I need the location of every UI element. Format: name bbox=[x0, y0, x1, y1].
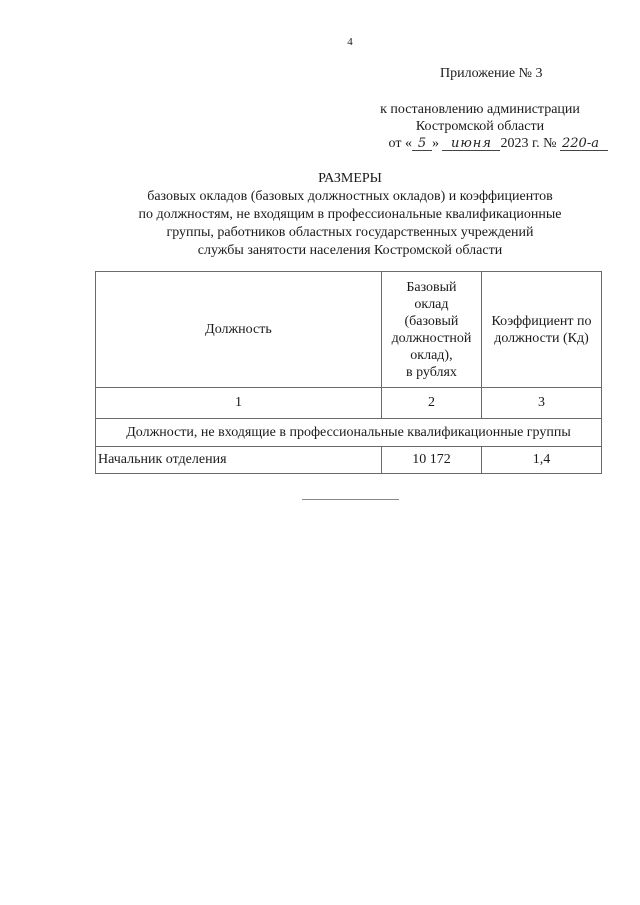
header-line: (базовый bbox=[404, 313, 459, 329]
handwritten-month: июня bbox=[442, 137, 500, 151]
title-line: группы, работников областных государственных учреждений bbox=[166, 225, 534, 240]
column-number-row bbox=[96, 388, 602, 419]
decree-date-line bbox=[350, 135, 608, 152]
header-coefficient bbox=[481, 272, 601, 388]
cell-position: Начальник отделения bbox=[96, 447, 382, 474]
group-title: Должности, не входящие в профессиональные квалификационные группы bbox=[96, 419, 602, 447]
header-line: должности (Кд) bbox=[494, 330, 589, 346]
header-base-salary bbox=[381, 272, 481, 388]
date-prefix: от « bbox=[388, 136, 412, 151]
header-line: Коэффициент по bbox=[491, 313, 592, 329]
group-title-row bbox=[96, 419, 602, 447]
header-line: в рублях bbox=[405, 364, 457, 380]
header-line: Базовый bbox=[406, 279, 457, 295]
column-number: 3 bbox=[481, 388, 601, 419]
handwritten-decree-number: 220-а bbox=[560, 137, 608, 151]
column-number: 2 bbox=[381, 388, 481, 419]
header-line: оклад bbox=[414, 296, 449, 312]
header-line: оклад), bbox=[410, 347, 453, 363]
title-line: базовых окладов (базовых должностных окладов) и коэффициентов bbox=[147, 189, 553, 204]
table-row bbox=[96, 447, 602, 474]
cell-coefficient: 1,4 bbox=[481, 447, 601, 474]
day-suffix: » bbox=[431, 136, 439, 151]
end-divider bbox=[302, 499, 399, 500]
column-number: 1 bbox=[96, 388, 382, 419]
header-position: Должность bbox=[96, 272, 382, 388]
header-line: должностной bbox=[391, 330, 472, 346]
cell-base-salary: 10 172 bbox=[381, 447, 481, 474]
title-line: службы занятости населения Костромской области bbox=[197, 243, 503, 258]
page-number: 4 bbox=[347, 36, 353, 48]
decree-line-1: к постановлению администрации bbox=[380, 102, 580, 117]
year-text: 2023 г. № bbox=[500, 136, 557, 151]
document-title bbox=[100, 170, 600, 260]
appendix-label: Приложение № 3 bbox=[440, 66, 543, 81]
title-heading: РАЗМЕРЫ bbox=[318, 171, 382, 186]
handwritten-day: 5 bbox=[412, 137, 432, 151]
salary-table bbox=[95, 271, 602, 474]
decree-line-2: Костромской области bbox=[415, 119, 545, 134]
decree-reference bbox=[350, 101, 610, 152]
table-header-row bbox=[96, 272, 602, 388]
title-line: по должностям, не входящим в профессиональные квалификационные bbox=[138, 207, 562, 222]
